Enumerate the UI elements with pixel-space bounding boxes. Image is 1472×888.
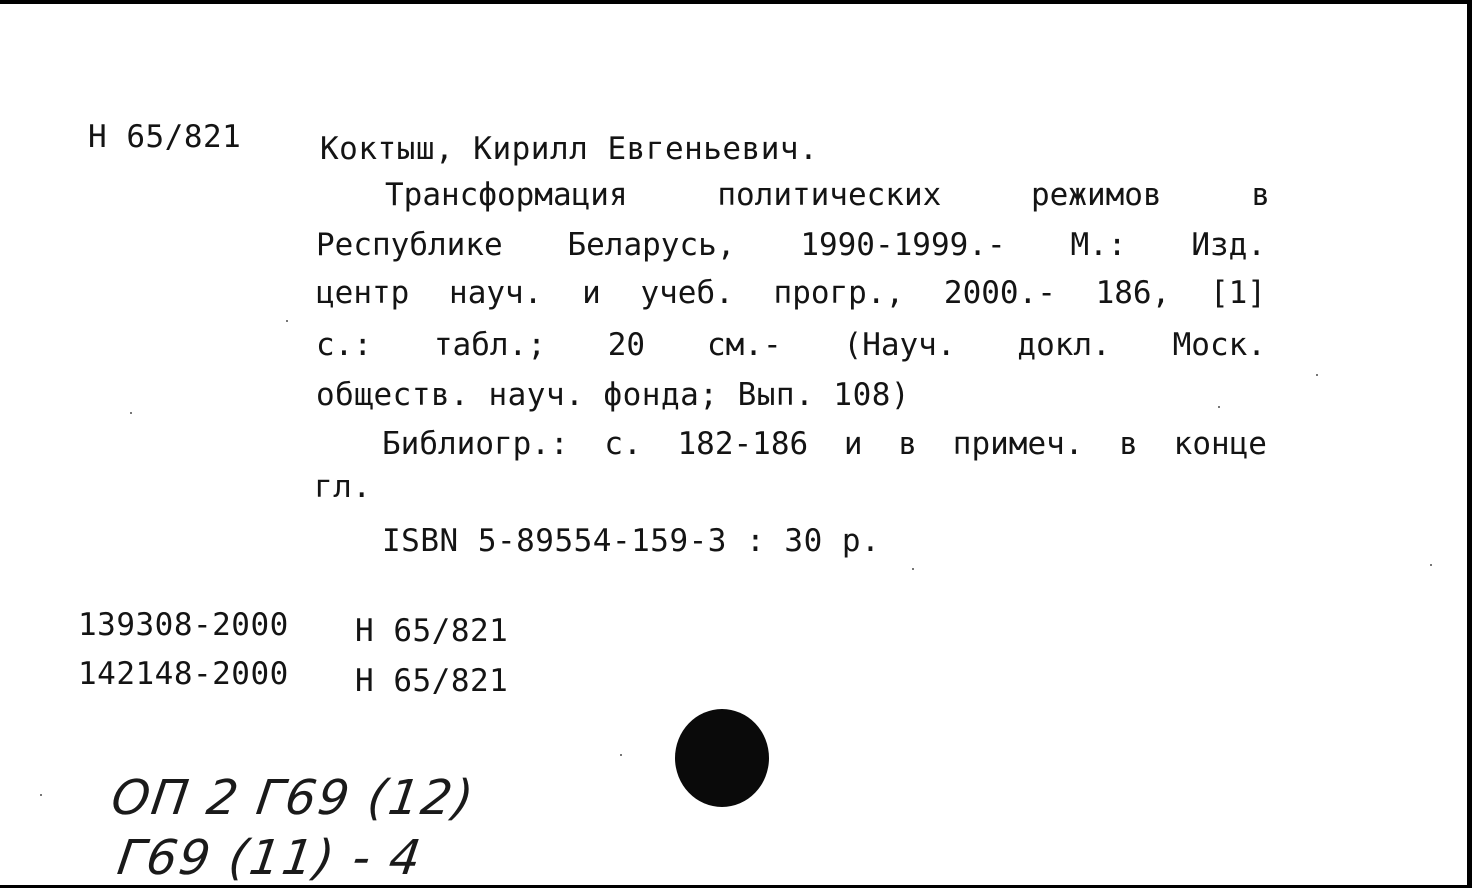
word: учеб.: [640, 275, 734, 311]
punch-hole: [675, 709, 769, 807]
description-line-4: [316, 327, 1266, 363]
word: 186,: [1095, 275, 1171, 311]
scan-speck: [286, 320, 288, 322]
description-line-1: [385, 177, 1270, 213]
word: режимов: [1030, 177, 1162, 213]
word: Республике: [316, 227, 503, 263]
word: с.:: [316, 327, 372, 363]
shelf-mark: Н 65/821: [355, 613, 509, 649]
word: с.: [604, 426, 642, 462]
scan-speck: [40, 794, 42, 796]
description-line-5: обществ. науч. фонда; Вып. 108): [316, 377, 911, 413]
scan-speck: [1218, 406, 1220, 408]
scan-speck: [620, 754, 622, 756]
description-line-3: [316, 275, 1266, 311]
isbn-line: ISBN 5-89554-159-3 : 30 р.: [382, 523, 881, 559]
word: науч.: [449, 275, 543, 311]
word: примеч.: [952, 426, 1084, 462]
inventory-number: 142148-2000: [78, 656, 289, 692]
word: М.:: [1070, 227, 1127, 263]
word: Библиогр.:: [382, 426, 569, 462]
call-number: Н 65/821: [88, 119, 242, 155]
word: центр: [316, 275, 410, 311]
word: докл.: [1017, 327, 1111, 363]
word: в: [1119, 426, 1138, 462]
inventory-number: 139308-2000: [78, 607, 289, 643]
word: 20: [607, 327, 646, 363]
word: (Науч.: [843, 327, 956, 363]
description-line-2: [316, 227, 1266, 263]
word: 2000.-: [943, 275, 1056, 311]
author-heading: Коктыш, Кирилл Евгеньевич.: [320, 131, 819, 167]
handwritten-note-line-2: Г69 (11) - 4: [114, 830, 426, 886]
scan-speck: [912, 568, 914, 570]
bibliography-line-2: гл.: [314, 469, 372, 505]
word: Моск.: [1172, 327, 1266, 363]
word: 1990-1999.-: [800, 227, 1006, 263]
scan-speck: [1316, 374, 1318, 376]
word: 182-186: [677, 426, 809, 462]
bibliography-line-1: [382, 426, 1267, 462]
handwritten-note-line-1: ОП 2 Г69 (12): [108, 770, 479, 826]
shelf-mark: Н 65/821: [355, 663, 509, 699]
word: прогр.,: [773, 275, 905, 311]
word: см.-: [706, 327, 782, 363]
scan-speck: [130, 412, 132, 414]
word: [1]: [1209, 275, 1266, 311]
word: Беларусь,: [567, 227, 736, 263]
word: Изд.: [1191, 227, 1266, 263]
word: и: [582, 275, 601, 311]
word: конце: [1173, 426, 1267, 462]
word: табл.;: [433, 327, 546, 363]
word: в: [1251, 177, 1270, 213]
scan-speck: [1430, 564, 1432, 566]
word: политических: [717, 177, 942, 213]
word: и: [843, 426, 863, 462]
word: Трансформация: [385, 177, 628, 213]
word: в: [898, 426, 918, 462]
